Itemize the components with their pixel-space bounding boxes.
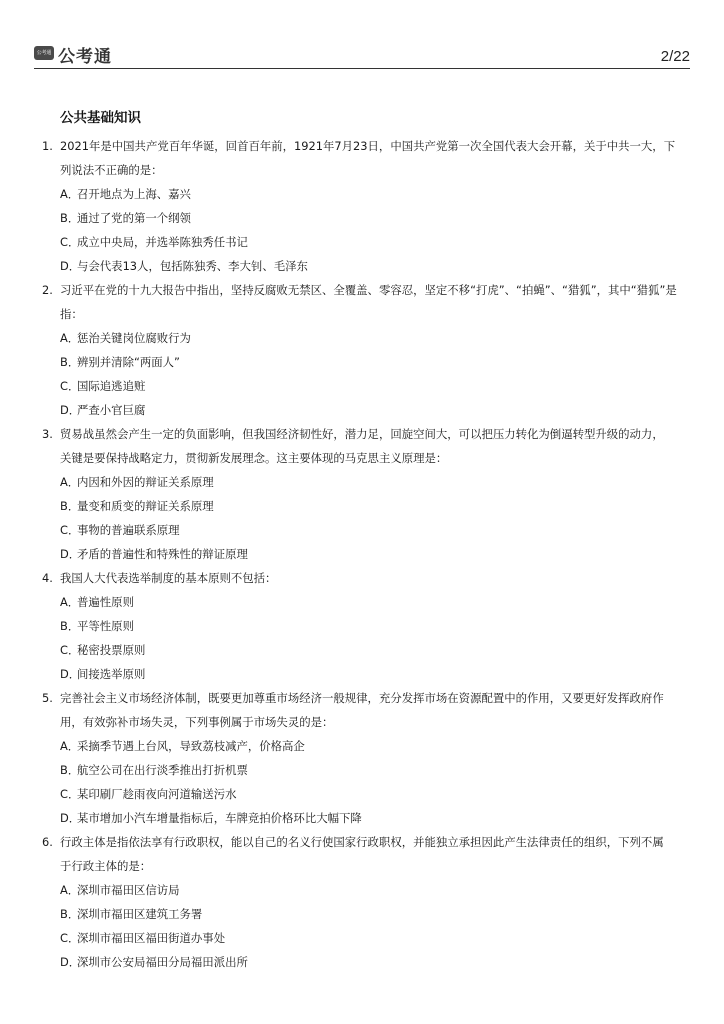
answer-option bbox=[0, 326, 724, 350]
question-line bbox=[0, 854, 724, 878]
option-label: D． bbox=[60, 811, 81, 825]
answer-option bbox=[0, 734, 724, 758]
answer-option bbox=[0, 182, 724, 206]
answer-option bbox=[0, 350, 724, 374]
answer-option bbox=[0, 662, 724, 686]
question-line bbox=[0, 710, 724, 734]
answer-option bbox=[0, 542, 724, 566]
option-text: 某印刷厂趁雨夜向河道输送污水 bbox=[77, 787, 237, 801]
question-line bbox=[0, 446, 724, 470]
question-item bbox=[0, 134, 724, 278]
option-label: B． bbox=[60, 619, 80, 633]
answer-option bbox=[0, 518, 724, 542]
answer-option bbox=[0, 806, 724, 830]
option-text: 采摘季节遇上台风，导致荔枝减产，价格高企 bbox=[77, 739, 305, 753]
option-text: 某市增加小汽车增量指标后，车牌竞拍价格环比大幅下降 bbox=[77, 811, 362, 825]
option-label: B． bbox=[60, 763, 80, 777]
answer-option bbox=[0, 470, 724, 494]
question-number: 1. bbox=[42, 139, 53, 153]
option-text: 深圳市福田区信访局 bbox=[77, 883, 180, 897]
question-line bbox=[0, 158, 724, 182]
answer-option bbox=[0, 878, 724, 902]
answer-option bbox=[0, 374, 724, 398]
option-label: C． bbox=[60, 235, 80, 249]
option-text: 成立中央局，并选举陈独秀任书记 bbox=[77, 235, 248, 249]
option-label: B． bbox=[60, 499, 80, 513]
question-line bbox=[0, 278, 724, 302]
header-divider bbox=[34, 68, 690, 69]
answer-option bbox=[0, 254, 724, 278]
question-item bbox=[0, 830, 724, 974]
question-number: 6. bbox=[42, 835, 53, 849]
option-label: D． bbox=[60, 667, 81, 681]
question-item bbox=[0, 278, 724, 422]
answer-option bbox=[0, 950, 724, 974]
question-item bbox=[0, 686, 724, 830]
question-text: 用，有效弥补市场失灵，下列事例属于市场失灵的是： bbox=[60, 715, 334, 729]
option-text: 通过了党的第一个纲领 bbox=[77, 211, 191, 225]
option-label: C． bbox=[60, 643, 80, 657]
question-number: 4. bbox=[42, 571, 53, 585]
question-line bbox=[0, 566, 724, 590]
answer-option bbox=[0, 398, 724, 422]
option-text: 平等性原则 bbox=[77, 619, 134, 633]
question-text: 指： bbox=[60, 307, 83, 321]
logo-badge: 公考通 bbox=[34, 46, 54, 60]
option-text: 量变和质变的辩证关系原理 bbox=[77, 499, 214, 513]
option-text: 间接选举原则 bbox=[77, 667, 146, 681]
option-text: 严查小官巨腐 bbox=[77, 403, 146, 417]
question-line bbox=[0, 302, 724, 326]
question-line bbox=[0, 686, 724, 710]
question-text: 关键是要保持战略定力，贯彻新发展理念。这主要体现的马克思主义原理是： bbox=[60, 451, 448, 465]
option-label: D． bbox=[60, 403, 81, 417]
answer-option bbox=[0, 206, 724, 230]
section-title: 公共基础知识 bbox=[60, 110, 141, 126]
question-text: 于行政主体的是： bbox=[60, 859, 152, 873]
answer-option bbox=[0, 638, 724, 662]
answer-option bbox=[0, 782, 724, 806]
option-text: 国际追逃追赃 bbox=[77, 379, 146, 393]
question-item bbox=[0, 566, 724, 686]
answer-option bbox=[0, 902, 724, 926]
option-text: 深圳市福田区建筑工务署 bbox=[77, 907, 203, 921]
option-label: B． bbox=[60, 211, 80, 225]
option-label: A． bbox=[60, 595, 80, 609]
option-label: D． bbox=[60, 259, 81, 273]
page-header bbox=[34, 44, 690, 68]
answer-option bbox=[0, 230, 724, 254]
answer-option bbox=[0, 758, 724, 782]
option-text: 秘密投票原则 bbox=[77, 643, 146, 657]
question-text: 贸易战虽然会产生一定的负面影响，但我国经济韧性好，潜力足，回旋空间大，可以把压力转化为倒逼转型升级的动力， bbox=[60, 427, 664, 441]
question-text: 完善社会主义市场经济体制，既要更加尊重市场经济一般规律，充分发挥市场在资源配置中的作用，又要更好发挥政府作 bbox=[60, 691, 664, 705]
option-label: C． bbox=[60, 787, 80, 801]
question-text: 我国人大代表选举制度的基本原则不包括： bbox=[60, 571, 277, 585]
option-text: 普遍性原则 bbox=[77, 595, 134, 609]
option-text: 深圳市公安局福田分局福田派出所 bbox=[77, 955, 248, 969]
option-label: B． bbox=[60, 355, 80, 369]
option-text: 召开地点为上海、嘉兴 bbox=[77, 187, 191, 201]
question-text: 习近平在党的十九大报告中指出，坚持反腐败无禁区、全覆盖、零容忍，坚定不移“打虎”、“拍蝇”、“猎狐”，其中“猎狐”是 bbox=[60, 283, 677, 297]
option-label: D． bbox=[60, 547, 81, 561]
question-number: 3. bbox=[42, 427, 53, 441]
option-label: B． bbox=[60, 907, 80, 921]
question-text: 列说法不正确的是： bbox=[60, 163, 163, 177]
question-number: 5. bbox=[42, 691, 53, 705]
option-label: A． bbox=[60, 187, 80, 201]
option-text: 事物的普遍联系原理 bbox=[77, 523, 180, 537]
option-text: 内因和外因的辩证关系原理 bbox=[77, 475, 214, 489]
question-number: 2. bbox=[42, 283, 53, 297]
option-text: 矛盾的普遍性和特殊性的辩证原理 bbox=[77, 547, 248, 561]
answer-option bbox=[0, 614, 724, 638]
question-text: 行政主体是指依法享有行政职权，能以自己的名义行使国家行政职权，并能独立承担因此产生法律责任的组织，下列不属 bbox=[60, 835, 664, 849]
logo-text: 公考通 bbox=[58, 47, 112, 67]
option-label: A． bbox=[60, 739, 80, 753]
option-label: A． bbox=[60, 883, 80, 897]
option-text: 航空公司在出行淡季推出打折机票 bbox=[77, 763, 248, 777]
question-line bbox=[0, 134, 724, 158]
question-line bbox=[0, 422, 724, 446]
option-label: C． bbox=[60, 523, 80, 537]
answer-option bbox=[0, 494, 724, 518]
option-text: 深圳市福田区福田街道办事处 bbox=[77, 931, 226, 945]
question-text: 2021年是中国共产党百年华诞，回首百年前，1921年7月23日，中国共产党第一次全国代表大会开幕，关于中共一大，下 bbox=[60, 139, 676, 153]
option-label: C． bbox=[60, 379, 80, 393]
option-text: 辨别并清除“两面人” bbox=[77, 355, 180, 369]
option-label: D． bbox=[60, 955, 81, 969]
page-number: 2/22 bbox=[660, 48, 690, 65]
option-label: C． bbox=[60, 931, 80, 945]
question-line bbox=[0, 830, 724, 854]
option-text: 与会代表13人，包括陈独秀、李大钊、毛泽东 bbox=[77, 259, 308, 273]
option-label: A． bbox=[60, 475, 80, 489]
option-text: 惩治关键岗位腐败行为 bbox=[77, 331, 191, 345]
question-list bbox=[0, 134, 724, 974]
answer-option bbox=[0, 926, 724, 950]
option-label: A． bbox=[60, 331, 80, 345]
question-item bbox=[0, 422, 724, 566]
answer-option bbox=[0, 590, 724, 614]
